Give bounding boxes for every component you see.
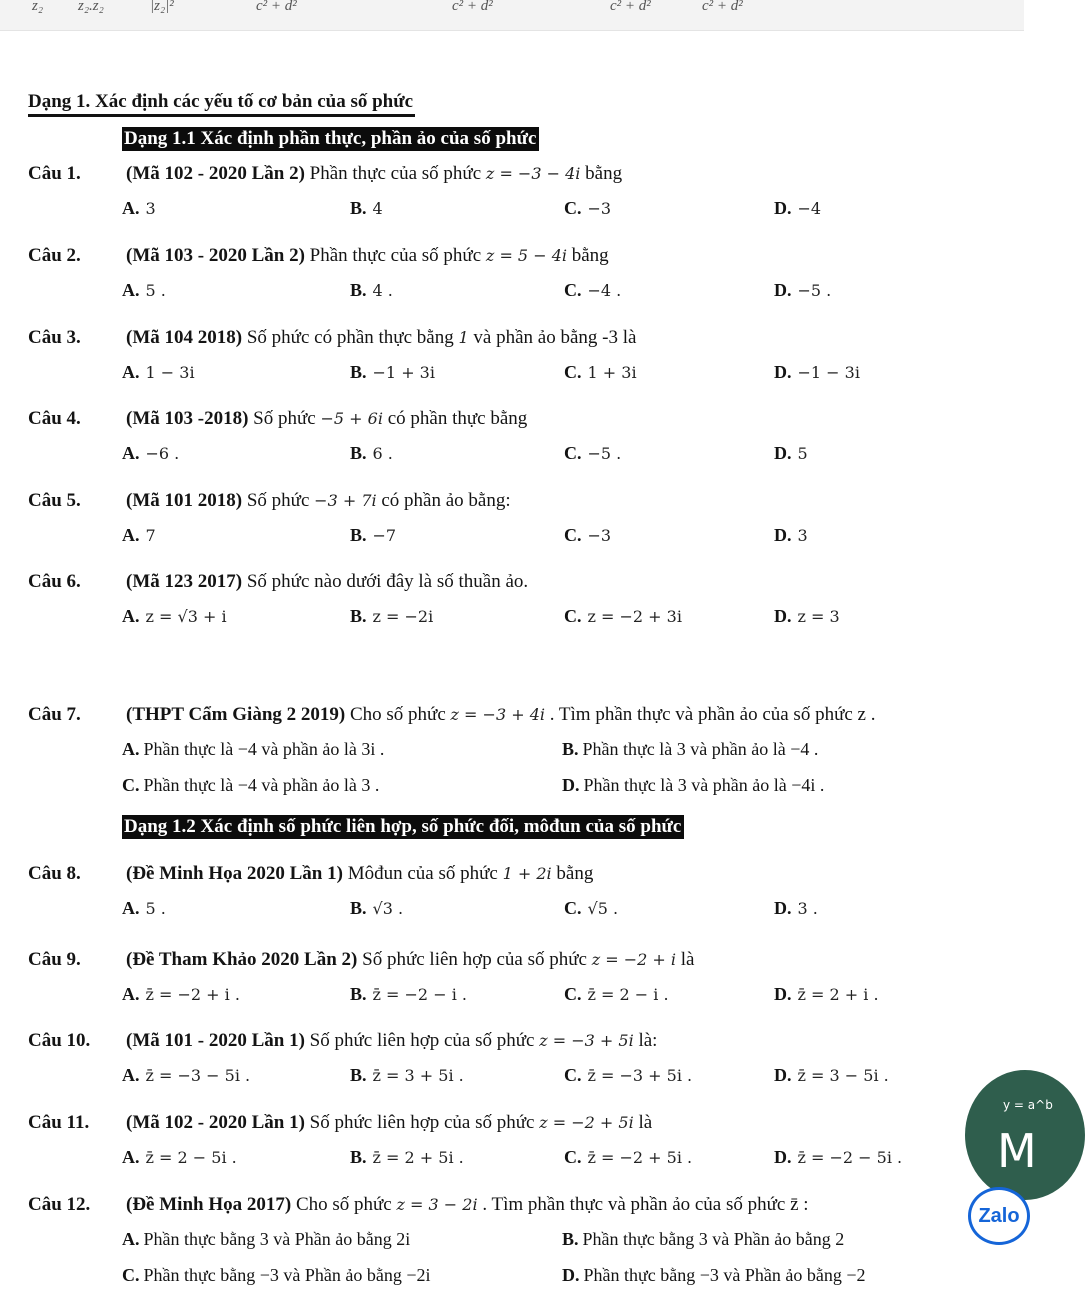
answer-option-d[interactable]	[774, 440, 808, 467]
question-source: (Mã 123 2017)	[126, 571, 243, 592]
question-4	[28, 406, 1008, 432]
zalo-chat-button[interactable]: Zalo	[968, 1187, 1030, 1245]
option-value: 5 .	[145, 281, 166, 300]
answer-option-c[interactable]	[564, 1144, 692, 1171]
option-letter: B.	[350, 280, 367, 300]
option-value: z̄ = −3 + 5i .	[587, 1066, 693, 1085]
option-value: √5 .	[587, 899, 619, 918]
answer-option-b[interactable]	[350, 440, 393, 467]
answer-option-d[interactable]	[774, 522, 808, 549]
option-value: −7	[372, 526, 397, 545]
option-letter: C.	[564, 898, 582, 918]
question-prefix: Phần thực của số phức	[304, 163, 486, 184]
option-letter: C.	[564, 984, 582, 1004]
option-value: −6 .	[145, 444, 180, 463]
formula-fragment: z₂	[32, 0, 44, 14]
option-letter: D.	[774, 525, 792, 545]
option-letter: D.	[562, 775, 580, 795]
option-value: 5	[797, 444, 808, 463]
question-text	[126, 1110, 652, 1136]
option-letter: D.	[774, 362, 792, 382]
question-prefix: Cho số phức	[291, 1194, 397, 1215]
question-12	[28, 1192, 1008, 1218]
answer-option-b[interactable]	[562, 736, 818, 762]
option-value: −1 − 3i	[797, 363, 860, 382]
option-letter: B.	[562, 739, 579, 759]
answer-option-a[interactable]	[122, 981, 240, 1008]
option-letter: A.	[122, 1229, 140, 1249]
top-formula-strip	[0, 0, 1024, 31]
option-letter: A.	[122, 362, 140, 382]
question-2	[28, 243, 1008, 269]
answer-option-a[interactable]	[122, 440, 179, 467]
question-math: z = −2 + i	[591, 950, 676, 969]
question-prefix: Số phức	[242, 490, 315, 511]
option-text: Phần thực bằng −3 và Phần ảo bằng −2	[583, 1265, 866, 1285]
question-text	[126, 161, 622, 187]
answer-option-d[interactable]	[774, 981, 879, 1008]
option-letter: C.	[564, 362, 582, 382]
question-number: Câu 7.	[28, 704, 81, 725]
option-letter: C.	[564, 198, 582, 218]
option-value: z̄ = 2 + 5i .	[372, 1148, 464, 1167]
option-value: z̄ = 2 + i .	[797, 985, 879, 1004]
question-source: (Đề Tham Khảo 2020 Lần 2)	[126, 949, 358, 970]
answer-option-c[interactable]	[564, 981, 669, 1008]
question-suffix: . Tìm phần thực và phần ảo của số phức z .	[545, 704, 876, 725]
question-math: z = −3 + 5i	[539, 1031, 634, 1050]
option-value: −3	[587, 526, 612, 545]
question-number: Câu 12.	[28, 1194, 91, 1215]
answer-option-a[interactable]	[122, 1062, 250, 1089]
option-letter: C.	[564, 1065, 582, 1085]
question-suffix: là	[633, 1112, 653, 1133]
option-letter: D.	[774, 984, 792, 1004]
question-number: Câu 6.	[28, 571, 81, 592]
answer-option-d[interactable]	[562, 1262, 866, 1288]
option-value: 3	[797, 526, 808, 545]
question-number: Câu 4.	[28, 408, 81, 429]
question-suffix: có phần ảo bằng:	[376, 490, 511, 511]
answer-option-b[interactable]	[350, 1144, 464, 1171]
question-text	[126, 861, 593, 887]
option-value: 5 .	[145, 899, 166, 918]
option-letter: A.	[122, 525, 140, 545]
option-letter: A.	[122, 984, 140, 1004]
option-letter: D.	[774, 898, 792, 918]
question-prefix: Số phức có phần thực bằng	[242, 327, 459, 348]
option-letter: A.	[122, 739, 140, 759]
answer-option-a[interactable]	[122, 1226, 410, 1252]
option-letter: B.	[350, 198, 367, 218]
option-letter: C.	[564, 606, 582, 626]
option-letter: D.	[774, 280, 792, 300]
formula-fragment: |z₂|²	[150, 0, 174, 14]
answer-option-c[interactable]	[564, 440, 621, 467]
option-value: 3	[145, 199, 156, 218]
question-prefix: Số phức liên hợp của số phức	[304, 1030, 540, 1051]
question-source: (Mã 104 2018)	[126, 327, 243, 348]
question-prefix: Số phức liên hợp của số phức	[357, 949, 592, 970]
option-letter: D.	[774, 198, 792, 218]
option-value: z = √3 + i	[145, 607, 227, 626]
formula-fragment: c² + d²	[452, 0, 493, 14]
option-letter: A.	[122, 280, 140, 300]
option-text: Phần thực là −4 và phần ảo là 3 .	[143, 775, 380, 795]
question-prefix: Môđun của số phức	[342, 863, 503, 884]
section-heading-1: Dạng 1. Xác định các yếu tố cơ bản của số phức	[28, 90, 415, 117]
question-source: (Mã 101 - 2020 Lần 1)	[126, 1030, 305, 1051]
option-value: z̄ = 2 − 5i .	[145, 1148, 237, 1167]
option-letter: D.	[562, 1265, 580, 1285]
question-source: (Mã 102 - 2020 Lần 1)	[126, 1112, 305, 1133]
question-number: Câu 1.	[28, 163, 81, 184]
formula-fragment: c² + d²	[256, 0, 297, 14]
option-letter: C.	[564, 280, 582, 300]
option-letter: C.	[564, 1147, 582, 1167]
option-value: 7	[145, 526, 156, 545]
option-text: Phần thực là 3 và phần ảo là −4 .	[582, 739, 819, 759]
question-source: (Mã 102 - 2020 Lần 2)	[126, 163, 305, 184]
answer-option-c[interactable]	[564, 195, 611, 222]
question-text	[126, 702, 876, 728]
option-value: z̄ = 3 − 5i .	[797, 1066, 889, 1085]
question-prefix: Phần thực của số phức	[304, 245, 486, 266]
question-math: z = −2 + 5i	[539, 1113, 634, 1132]
question-suffix: là	[676, 949, 695, 970]
question-math: −3 + 7i	[314, 491, 377, 510]
option-letter: A.	[122, 443, 140, 463]
question-suffix: bằng	[551, 863, 594, 884]
answer-option-a[interactable]	[122, 522, 156, 549]
question-math: −5 + 6i	[320, 409, 383, 428]
option-value: z̄ = 3 + 5i .	[372, 1066, 464, 1085]
option-value: 6 .	[372, 444, 393, 463]
answer-option-a[interactable]	[122, 603, 227, 630]
question-math: 1 + 2i	[502, 864, 552, 883]
option-value: z̄ = −2 + 5i .	[587, 1148, 693, 1167]
option-value: z̄ = −2 + i .	[145, 985, 240, 1004]
option-text: Phần thực là 3 và phần ảo là −4i .	[583, 775, 825, 795]
option-value: z̄ = −2 − 5i .	[797, 1148, 903, 1167]
option-letter: B.	[562, 1229, 579, 1249]
question-6	[28, 569, 1008, 595]
question-5	[28, 488, 1008, 514]
answer-option-c[interactable]	[564, 1062, 692, 1089]
question-text	[126, 1028, 657, 1054]
question-1	[28, 161, 1008, 187]
question-number: Câu 2.	[28, 245, 81, 266]
question-7	[28, 702, 1008, 728]
question-prefix: Cho số phức	[345, 704, 451, 725]
question-source: (Đề Minh Họa 2020 Lần 1)	[126, 863, 343, 884]
question-suffix: bằng	[580, 163, 623, 184]
question-prefix: Số phức nào dưới đây là số thuần ảo.	[242, 571, 529, 592]
answer-option-b[interactable]	[562, 1226, 844, 1252]
question-suffix: là:	[633, 1030, 658, 1051]
option-value: −1 + 3i	[372, 363, 435, 382]
question-text	[126, 488, 511, 514]
question-prefix: Số phức liên hợp của số phức	[304, 1112, 540, 1133]
answer-option-d[interactable]	[774, 603, 840, 630]
question-number: Câu 5.	[28, 490, 81, 511]
option-letter: B.	[350, 606, 367, 626]
option-value: −3	[587, 199, 612, 218]
question-number: Câu 11.	[28, 1112, 90, 1133]
formula-fragment: c² + d²	[702, 0, 743, 14]
question-text	[126, 325, 636, 351]
answer-option-c[interactable]	[564, 277, 621, 304]
option-letter: D.	[774, 443, 792, 463]
option-value: −5 .	[797, 281, 832, 300]
question-source: (Mã 101 2018)	[126, 490, 243, 511]
question-math: z = −3 + 4i	[450, 705, 545, 724]
answer-option-b[interactable]	[350, 603, 433, 630]
answer-option-a[interactable]	[122, 195, 156, 222]
option-letter: A.	[122, 1147, 140, 1167]
answer-option-d[interactable]	[774, 895, 818, 922]
option-value: z = −2 + 3i	[587, 607, 682, 626]
option-letter: B.	[350, 362, 367, 382]
question-math: z = 3 − 2i	[396, 1195, 478, 1214]
answer-option-c[interactable]	[564, 359, 637, 386]
option-text: Phần thực bằng −3 và Phần ảo bằng −2i	[143, 1265, 431, 1285]
answer-option-a[interactable]	[122, 895, 166, 922]
answer-option-a[interactable]	[122, 1144, 237, 1171]
answer-option-d[interactable]	[774, 1062, 889, 1089]
question-number: Câu 3.	[28, 327, 81, 348]
option-text: Phần thực bằng 3 và Phần ảo bằng 2i	[143, 1229, 411, 1249]
question-suffix: bằng	[566, 245, 609, 266]
option-letter: C.	[564, 525, 582, 545]
option-value: 4 .	[372, 281, 393, 300]
question-number: Câu 10.	[28, 1030, 91, 1051]
option-letter: B.	[350, 443, 367, 463]
answer-option-b[interactable]	[350, 359, 435, 386]
answer-option-d[interactable]	[774, 359, 860, 386]
question-math: 1	[458, 328, 469, 347]
question-number: Câu 8.	[28, 863, 81, 884]
question-3	[28, 325, 1008, 351]
answer-option-b[interactable]	[350, 895, 403, 922]
option-value: 1 + 3i	[587, 363, 637, 382]
question-text	[126, 569, 528, 595]
option-letter: C.	[564, 443, 582, 463]
option-letter: A.	[122, 1065, 140, 1085]
option-value: √3 .	[372, 899, 404, 918]
answer-option-d[interactable]	[774, 195, 821, 222]
option-value: z̄ = 2 − i .	[587, 985, 669, 1004]
option-value: 3 .	[797, 899, 818, 918]
answer-option-d[interactable]	[774, 277, 831, 304]
question-prefix: Số phức	[248, 408, 321, 429]
section-heading-1-2: Dạng 1.2 Xác định số phức liên hợp, số phức đối, môđun của số phức	[122, 815, 684, 839]
option-value: −4	[797, 199, 822, 218]
option-value: z̄ = −2 − i .	[372, 985, 467, 1004]
answer-option-b[interactable]	[350, 195, 383, 222]
option-letter: A.	[122, 606, 140, 626]
option-letter: B.	[350, 525, 367, 545]
answer-option-b[interactable]	[350, 1062, 464, 1089]
option-value: z = −2i	[372, 607, 434, 626]
option-letter: C.	[122, 775, 140, 795]
question-number: Câu 9.	[28, 949, 81, 970]
option-letter: C.	[122, 1265, 140, 1285]
option-letter: A.	[122, 898, 140, 918]
question-math: z = 5 − 4i	[485, 246, 567, 265]
option-text: Phần thực bằng 3 và Phần ảo bằng 2	[582, 1229, 845, 1249]
answer-option-c[interactable]	[564, 603, 682, 630]
question-suffix: . Tìm phần thực và phần ảo của số phức z̄ :	[477, 1194, 809, 1215]
option-value: z̄ = −3 − 5i .	[145, 1066, 251, 1085]
answer-option-c[interactable]	[564, 895, 618, 922]
decorative-math-circle: y = a^b M	[965, 1070, 1085, 1200]
option-value: −4 .	[587, 281, 622, 300]
option-letter: B.	[350, 1065, 367, 1085]
option-value: −5 .	[587, 444, 622, 463]
option-text: Phần thực là −4 và phần ảo là 3i .	[143, 739, 385, 759]
question-source: (Mã 103 -2018)	[126, 408, 249, 429]
option-value: z = 3	[797, 607, 840, 626]
formula-fragment: z₂.z₂	[78, 0, 104, 14]
option-letter: B.	[350, 1147, 367, 1167]
formula-fragment: c² + d²	[610, 0, 651, 14]
question-source: (Mã 103 - 2020 Lần 2)	[126, 245, 305, 266]
option-letter: A.	[122, 198, 140, 218]
answer-option-b[interactable]	[350, 277, 393, 304]
answer-option-a[interactable]	[122, 359, 195, 386]
answer-option-c[interactable]	[122, 1262, 431, 1288]
option-letter: B.	[350, 898, 367, 918]
answer-option-b[interactable]	[350, 522, 396, 549]
question-source: (THPT Cẩm Giàng 2 2019)	[126, 704, 346, 725]
answer-option-d[interactable]	[562, 772, 824, 798]
answer-option-b[interactable]	[350, 981, 467, 1008]
option-letter: D.	[774, 1065, 792, 1085]
answer-option-c[interactable]	[122, 772, 379, 798]
option-value: 4	[372, 199, 383, 218]
answer-option-a[interactable]	[122, 736, 384, 762]
question-9	[28, 947, 1008, 973]
answer-option-d[interactable]	[774, 1144, 902, 1171]
section-heading-1-1: Dạng 1.1 Xác định phần thực, phần ảo của số phức	[122, 127, 539, 151]
question-text	[126, 406, 527, 432]
option-letter: B.	[350, 984, 367, 1004]
option-value: 1 − 3i	[145, 363, 195, 382]
question-source: (Đề Minh Họa 2017)	[126, 1194, 292, 1215]
question-11	[28, 1110, 1008, 1136]
question-text	[126, 243, 609, 269]
answer-option-c[interactable]	[564, 522, 611, 549]
question-text	[126, 947, 694, 973]
option-letter: D.	[774, 1147, 792, 1167]
question-8	[28, 861, 1008, 887]
question-text	[126, 1192, 809, 1218]
question-math: z = −3 − 4i	[485, 164, 581, 183]
option-letter: D.	[774, 606, 792, 626]
question-10	[28, 1028, 1008, 1054]
answer-option-a[interactable]	[122, 277, 166, 304]
question-suffix: có phần thực bằng	[382, 408, 528, 429]
question-suffix: và phần ảo bằng -3 là	[468, 327, 637, 348]
